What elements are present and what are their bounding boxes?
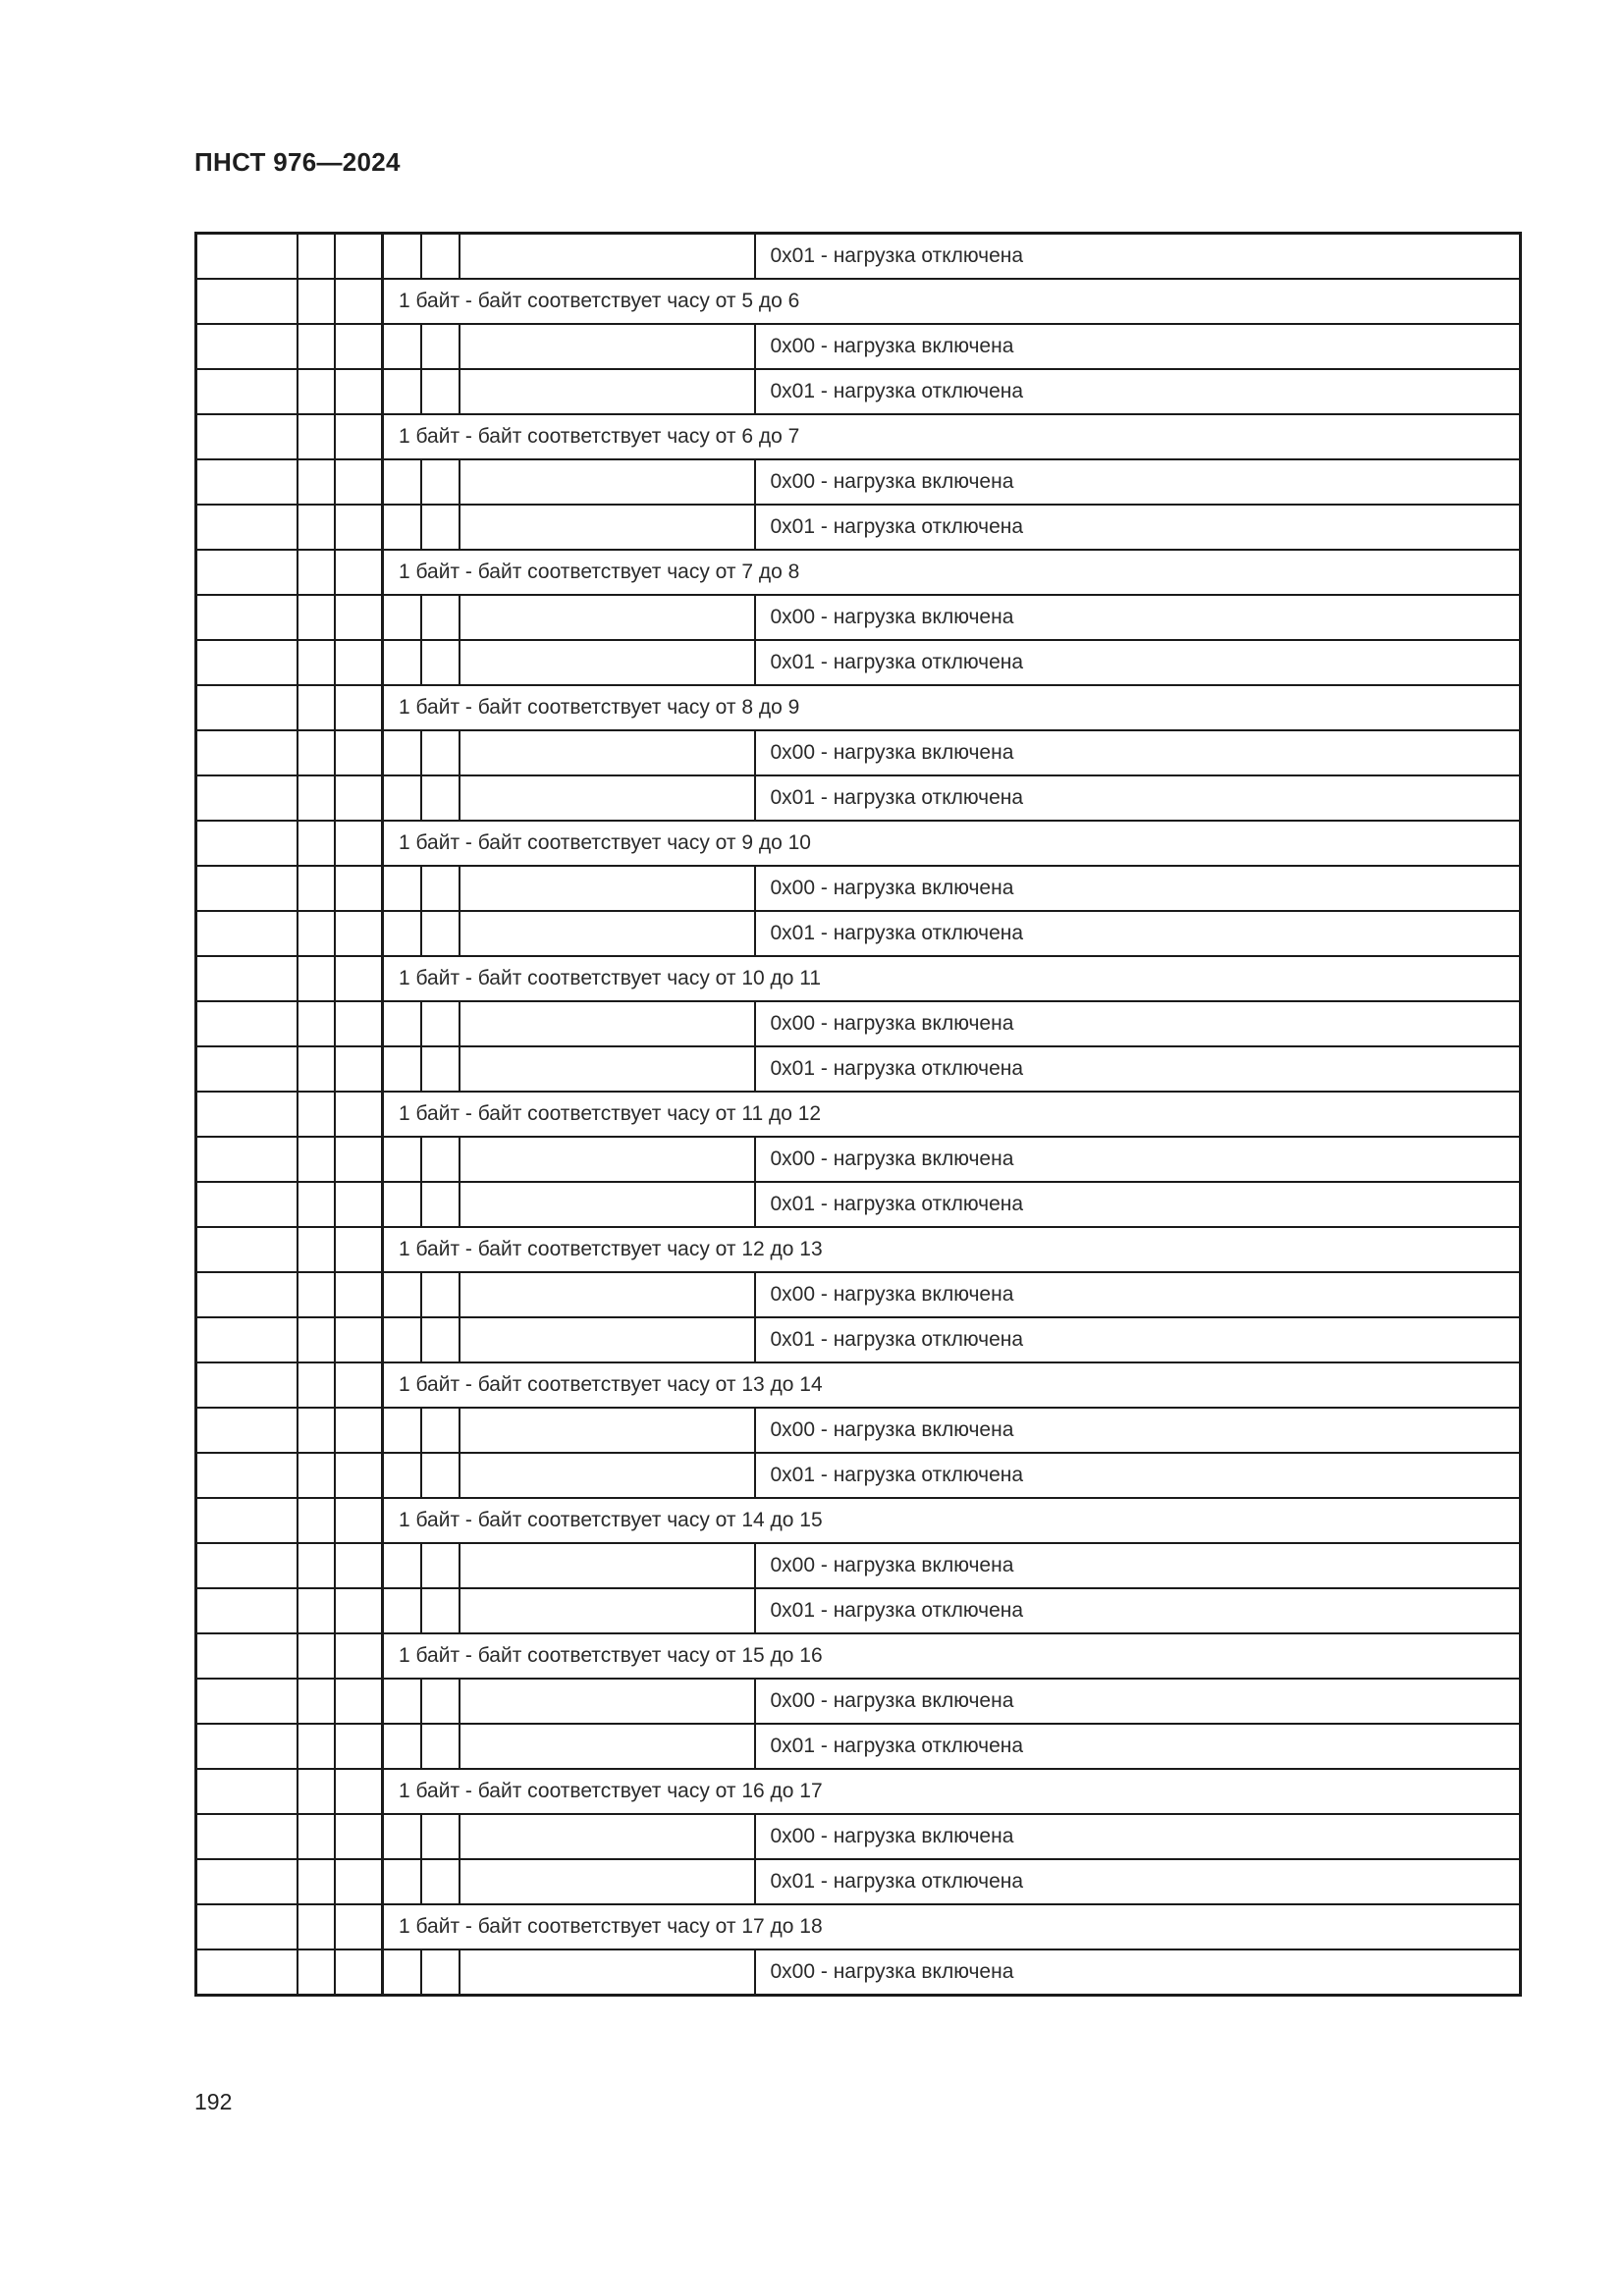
empty-cell bbox=[196, 1814, 298, 1859]
empty-cell bbox=[298, 640, 335, 685]
empty-cell bbox=[335, 911, 383, 956]
empty-cell bbox=[383, 1317, 421, 1362]
empty-cell bbox=[196, 234, 298, 280]
empty-cell bbox=[335, 1408, 383, 1453]
empty-cell bbox=[196, 730, 298, 775]
empty-cell bbox=[335, 1272, 383, 1317]
empty-cell bbox=[460, 1724, 755, 1769]
empty-cell bbox=[196, 459, 298, 505]
empty-cell bbox=[335, 1362, 383, 1408]
empty-cell bbox=[421, 595, 460, 640]
empty-cell bbox=[196, 1588, 298, 1633]
table-body bbox=[196, 234, 1521, 1996]
empty-cell bbox=[196, 550, 298, 595]
empty-cell bbox=[298, 459, 335, 505]
value-row bbox=[196, 1001, 1521, 1046]
value-row bbox=[196, 640, 1521, 685]
empty-cell bbox=[298, 1814, 335, 1859]
empty-cell bbox=[196, 1362, 298, 1408]
byte-row bbox=[196, 1498, 1521, 1543]
value-row bbox=[196, 1408, 1521, 1453]
empty-cell bbox=[421, 1182, 460, 1227]
empty-cell bbox=[196, 1092, 298, 1137]
value-row bbox=[196, 866, 1521, 911]
empty-cell bbox=[460, 1814, 755, 1859]
page-number: 192 bbox=[194, 2089, 233, 2114]
empty-cell bbox=[298, 1543, 335, 1588]
empty-cell bbox=[196, 369, 298, 414]
empty-cell bbox=[298, 1724, 335, 1769]
empty-cell bbox=[298, 550, 335, 595]
empty-cell bbox=[298, 1904, 335, 1949]
byte-row bbox=[196, 1362, 1521, 1408]
empty-cell bbox=[298, 821, 335, 866]
empty-cell bbox=[298, 1859, 335, 1904]
byte-row bbox=[196, 685, 1521, 730]
value-description-cell: 0x00 - нагрузка включена bbox=[755, 1543, 1521, 1588]
empty-cell bbox=[460, 1001, 755, 1046]
empty-cell bbox=[460, 1046, 755, 1092]
empty-cell bbox=[335, 730, 383, 775]
empty-cell bbox=[460, 1949, 755, 1996]
empty-cell bbox=[383, 595, 421, 640]
empty-cell bbox=[298, 414, 335, 459]
value-description-cell: 0x00 - нагрузка включена bbox=[755, 595, 1521, 640]
empty-cell bbox=[298, 775, 335, 821]
empty-cell bbox=[383, 1182, 421, 1227]
value-description-cell: 0x01 - нагрузка отключена bbox=[755, 640, 1521, 685]
empty-cell bbox=[335, 550, 383, 595]
empty-cell bbox=[460, 324, 755, 369]
empty-cell bbox=[421, 1272, 460, 1317]
value-row bbox=[196, 369, 1521, 414]
byte-row bbox=[196, 279, 1521, 324]
value-row bbox=[196, 1046, 1521, 1092]
empty-cell bbox=[421, 1859, 460, 1904]
empty-cell bbox=[335, 1317, 383, 1362]
empty-cell bbox=[335, 1543, 383, 1588]
empty-cell bbox=[383, 505, 421, 550]
empty-cell bbox=[421, 1317, 460, 1362]
value-row bbox=[196, 234, 1521, 280]
empty-cell bbox=[460, 640, 755, 685]
empty-cell bbox=[298, 1001, 335, 1046]
empty-cell bbox=[196, 1408, 298, 1453]
value-description-cell: 0x01 - нагрузка отключена bbox=[755, 1859, 1521, 1904]
empty-cell bbox=[196, 1046, 298, 1092]
empty-cell bbox=[196, 1724, 298, 1769]
byte-row bbox=[196, 1633, 1521, 1679]
empty-cell bbox=[196, 956, 298, 1001]
empty-cell bbox=[298, 1498, 335, 1543]
empty-cell bbox=[196, 1182, 298, 1227]
empty-cell bbox=[196, 1679, 298, 1724]
empty-cell bbox=[335, 1588, 383, 1633]
byte-description-cell: 1 байт - байт соответствует часу от 17 до 18 bbox=[383, 1904, 1521, 1949]
empty-cell bbox=[298, 1408, 335, 1453]
empty-cell bbox=[335, 1904, 383, 1949]
empty-cell bbox=[421, 911, 460, 956]
value-description-cell: 0x00 - нагрузка включена bbox=[755, 324, 1521, 369]
byte-description-cell: 1 байт - байт соответствует часу от 9 до 10 bbox=[383, 821, 1521, 866]
empty-cell bbox=[196, 821, 298, 866]
empty-cell bbox=[383, 730, 421, 775]
empty-cell bbox=[460, 866, 755, 911]
empty-cell bbox=[335, 821, 383, 866]
empty-cell bbox=[421, 1046, 460, 1092]
byte-description-cell: 1 байт - байт соответствует часу от 7 до 8 bbox=[383, 550, 1521, 595]
empty-cell bbox=[196, 1272, 298, 1317]
empty-cell bbox=[298, 730, 335, 775]
empty-cell bbox=[335, 1137, 383, 1182]
byte-description-cell: 1 байт - байт соответствует часу от 12 до 13 bbox=[383, 1227, 1521, 1272]
empty-cell bbox=[298, 1633, 335, 1679]
value-description-cell: 0x00 - нагрузка включена bbox=[755, 1679, 1521, 1724]
empty-cell bbox=[383, 1814, 421, 1859]
empty-cell bbox=[298, 324, 335, 369]
empty-cell bbox=[298, 1317, 335, 1362]
empty-cell bbox=[335, 685, 383, 730]
byte-row bbox=[196, 550, 1521, 595]
empty-cell bbox=[196, 1949, 298, 1996]
empty-cell bbox=[298, 279, 335, 324]
value-description-cell: 0x00 - нагрузка включена bbox=[755, 730, 1521, 775]
empty-cell bbox=[421, 1001, 460, 1046]
empty-cell bbox=[335, 640, 383, 685]
value-description-cell: 0x01 - нагрузка отключена bbox=[755, 1317, 1521, 1362]
empty-cell bbox=[196, 1769, 298, 1814]
empty-cell bbox=[460, 1453, 755, 1498]
empty-cell bbox=[335, 775, 383, 821]
byte-description-cell: 1 байт - байт соответствует часу от 6 до 7 bbox=[383, 414, 1521, 459]
value-row bbox=[196, 1543, 1521, 1588]
byte-description-cell: 1 байт - байт соответствует часу от 13 до 14 bbox=[383, 1362, 1521, 1408]
value-description-cell: 0x01 - нагрузка отключена bbox=[755, 775, 1521, 821]
value-description-cell: 0x01 - нагрузка отключена bbox=[755, 911, 1521, 956]
value-description-cell: 0x01 - нагрузка отключена bbox=[755, 234, 1521, 280]
empty-cell bbox=[335, 956, 383, 1001]
empty-cell bbox=[421, 505, 460, 550]
empty-cell bbox=[298, 1588, 335, 1633]
empty-cell bbox=[460, 1317, 755, 1362]
empty-cell bbox=[460, 1859, 755, 1904]
empty-cell bbox=[196, 1001, 298, 1046]
empty-cell bbox=[196, 640, 298, 685]
empty-cell bbox=[298, 1227, 335, 1272]
empty-cell bbox=[460, 505, 755, 550]
byte-description-cell: 1 байт - байт соответствует часу от 8 до 9 bbox=[383, 685, 1521, 730]
value-row bbox=[196, 1949, 1521, 1996]
value-row bbox=[196, 1859, 1521, 1904]
empty-cell bbox=[383, 1137, 421, 1182]
value-description-cell: 0x01 - нагрузка отключена bbox=[755, 505, 1521, 550]
value-row bbox=[196, 1724, 1521, 1769]
byte-description-cell: 1 байт - байт соответствует часу от 5 до 6 bbox=[383, 279, 1521, 324]
empty-cell bbox=[298, 505, 335, 550]
empty-cell bbox=[383, 1724, 421, 1769]
empty-cell bbox=[460, 1182, 755, 1227]
value-row bbox=[196, 1588, 1521, 1633]
value-row bbox=[196, 505, 1521, 550]
value-row bbox=[196, 1317, 1521, 1362]
empty-cell bbox=[196, 911, 298, 956]
empty-cell bbox=[421, 1724, 460, 1769]
value-row bbox=[196, 324, 1521, 369]
empty-cell bbox=[383, 775, 421, 821]
empty-cell bbox=[298, 1769, 335, 1814]
value-row bbox=[196, 1272, 1521, 1317]
empty-cell bbox=[460, 1588, 755, 1633]
empty-cell bbox=[196, 1498, 298, 1543]
value-row bbox=[196, 459, 1521, 505]
empty-cell bbox=[335, 279, 383, 324]
empty-cell bbox=[460, 911, 755, 956]
value-row bbox=[196, 775, 1521, 821]
value-description-cell: 0x01 - нагрузка отключена bbox=[755, 1588, 1521, 1633]
empty-cell bbox=[335, 1092, 383, 1137]
empty-cell bbox=[421, 1679, 460, 1724]
empty-cell bbox=[335, 234, 383, 280]
byte-description-cell: 1 байт - байт соответствует часу от 14 до 15 bbox=[383, 1498, 1521, 1543]
empty-cell bbox=[298, 1182, 335, 1227]
empty-cell bbox=[335, 1949, 383, 1996]
empty-cell bbox=[335, 1227, 383, 1272]
empty-cell bbox=[383, 1453, 421, 1498]
value-row bbox=[196, 595, 1521, 640]
empty-cell bbox=[298, 1453, 335, 1498]
empty-cell bbox=[421, 1588, 460, 1633]
byte-description-cell: 1 байт - байт соответствует часу от 16 до 17 bbox=[383, 1769, 1521, 1814]
empty-cell bbox=[298, 1092, 335, 1137]
empty-cell bbox=[383, 1588, 421, 1633]
value-description-cell: 0x00 - нагрузка включена bbox=[755, 1001, 1521, 1046]
empty-cell bbox=[298, 369, 335, 414]
empty-cell bbox=[196, 1859, 298, 1904]
empty-cell bbox=[196, 324, 298, 369]
empty-cell bbox=[421, 1408, 460, 1453]
empty-cell bbox=[335, 1814, 383, 1859]
empty-cell bbox=[335, 1182, 383, 1227]
empty-cell bbox=[335, 866, 383, 911]
empty-cell bbox=[460, 1137, 755, 1182]
empty-cell bbox=[298, 234, 335, 280]
empty-cell bbox=[383, 1679, 421, 1724]
value-row bbox=[196, 1137, 1521, 1182]
empty-cell bbox=[383, 1949, 421, 1996]
value-description-cell: 0x00 - нагрузка включена bbox=[755, 1272, 1521, 1317]
empty-cell bbox=[196, 595, 298, 640]
empty-cell bbox=[383, 866, 421, 911]
empty-cell bbox=[421, 1137, 460, 1182]
empty-cell bbox=[335, 324, 383, 369]
empty-cell bbox=[298, 1137, 335, 1182]
byte-row bbox=[196, 1904, 1521, 1949]
empty-cell bbox=[460, 595, 755, 640]
empty-cell bbox=[335, 1046, 383, 1092]
empty-cell bbox=[298, 1949, 335, 1996]
value-row bbox=[196, 730, 1521, 775]
empty-cell bbox=[383, 234, 421, 280]
empty-cell bbox=[335, 1001, 383, 1046]
empty-cell bbox=[196, 866, 298, 911]
empty-cell bbox=[421, 775, 460, 821]
empty-cell bbox=[421, 369, 460, 414]
empty-cell bbox=[298, 1272, 335, 1317]
empty-cell bbox=[421, 1949, 460, 1996]
empty-cell bbox=[421, 730, 460, 775]
value-description-cell: 0x01 - нагрузка отключена bbox=[755, 369, 1521, 414]
value-row bbox=[196, 1182, 1521, 1227]
empty-cell bbox=[383, 1859, 421, 1904]
empty-cell bbox=[383, 1046, 421, 1092]
byte-description-cell: 1 байт - байт соответствует часу от 11 до 12 bbox=[383, 1092, 1521, 1137]
empty-cell bbox=[298, 1679, 335, 1724]
empty-cell bbox=[460, 1679, 755, 1724]
byte-row bbox=[196, 1227, 1521, 1272]
empty-cell bbox=[335, 1724, 383, 1769]
empty-cell bbox=[196, 1633, 298, 1679]
value-description-cell: 0x00 - нагрузка включена bbox=[755, 866, 1521, 911]
empty-cell bbox=[298, 1046, 335, 1092]
empty-cell bbox=[196, 1317, 298, 1362]
empty-cell bbox=[421, 866, 460, 911]
value-description-cell: 0x00 - нагрузка включена bbox=[755, 1408, 1521, 1453]
empty-cell bbox=[421, 1453, 460, 1498]
value-description-cell: 0x00 - нагрузка включена bbox=[755, 459, 1521, 505]
empty-cell bbox=[383, 1272, 421, 1317]
empty-cell bbox=[421, 234, 460, 280]
byte-row bbox=[196, 821, 1521, 866]
empty-cell bbox=[335, 1679, 383, 1724]
empty-cell bbox=[460, 234, 755, 280]
empty-cell bbox=[335, 595, 383, 640]
empty-cell bbox=[383, 369, 421, 414]
empty-cell bbox=[383, 324, 421, 369]
byte-row bbox=[196, 1092, 1521, 1137]
empty-cell bbox=[196, 1543, 298, 1588]
empty-cell bbox=[196, 279, 298, 324]
empty-cell bbox=[421, 640, 460, 685]
byte-row bbox=[196, 414, 1521, 459]
empty-cell bbox=[335, 1633, 383, 1679]
empty-cell bbox=[460, 730, 755, 775]
empty-cell bbox=[335, 505, 383, 550]
empty-cell bbox=[460, 1543, 755, 1588]
empty-cell bbox=[196, 414, 298, 459]
empty-cell bbox=[383, 911, 421, 956]
byte-row bbox=[196, 1769, 1521, 1814]
empty-cell bbox=[298, 866, 335, 911]
value-description-cell: 0x00 - нагрузка включена bbox=[755, 1949, 1521, 1996]
empty-cell bbox=[196, 505, 298, 550]
empty-cell bbox=[421, 324, 460, 369]
value-row bbox=[196, 911, 1521, 956]
empty-cell bbox=[383, 1001, 421, 1046]
value-description-cell: 0x01 - нагрузка отключена bbox=[755, 1453, 1521, 1498]
data-table bbox=[194, 232, 1522, 1997]
empty-cell bbox=[460, 1272, 755, 1317]
value-description-cell: 0x01 - нагрузка отключена bbox=[755, 1046, 1521, 1092]
empty-cell bbox=[335, 1453, 383, 1498]
value-row bbox=[196, 1814, 1521, 1859]
document-code: ПНСТ 976—2024 bbox=[194, 147, 401, 177]
empty-cell bbox=[383, 1543, 421, 1588]
empty-cell bbox=[196, 1227, 298, 1272]
empty-cell bbox=[196, 775, 298, 821]
empty-cell bbox=[383, 459, 421, 505]
empty-cell bbox=[335, 1769, 383, 1814]
empty-cell bbox=[335, 1859, 383, 1904]
value-description-cell: 0x00 - нагрузка включена bbox=[755, 1814, 1521, 1859]
empty-cell bbox=[298, 956, 335, 1001]
empty-cell bbox=[196, 1137, 298, 1182]
empty-cell bbox=[335, 1498, 383, 1543]
empty-cell bbox=[460, 459, 755, 505]
empty-cell bbox=[196, 1453, 298, 1498]
value-description-cell: 0x01 - нагрузка отключена bbox=[755, 1724, 1521, 1769]
empty-cell bbox=[460, 775, 755, 821]
byte-description-cell: 1 байт - байт соответствует часу от 15 до 16 bbox=[383, 1633, 1521, 1679]
empty-cell bbox=[196, 1904, 298, 1949]
value-row bbox=[196, 1453, 1521, 1498]
empty-cell bbox=[421, 1814, 460, 1859]
empty-cell bbox=[298, 1362, 335, 1408]
value-row bbox=[196, 1679, 1521, 1724]
byte-description-cell: 1 байт - байт соответствует часу от 10 до 11 bbox=[383, 956, 1521, 1001]
empty-cell bbox=[335, 459, 383, 505]
empty-cell bbox=[298, 911, 335, 956]
empty-cell bbox=[298, 595, 335, 640]
empty-cell bbox=[383, 640, 421, 685]
byte-row bbox=[196, 956, 1521, 1001]
empty-cell bbox=[298, 685, 335, 730]
empty-cell bbox=[383, 1408, 421, 1453]
empty-cell bbox=[335, 369, 383, 414]
empty-cell bbox=[335, 414, 383, 459]
empty-cell bbox=[421, 459, 460, 505]
value-description-cell: 0x00 - нагрузка включена bbox=[755, 1137, 1521, 1182]
empty-cell bbox=[196, 685, 298, 730]
empty-cell bbox=[460, 369, 755, 414]
empty-cell bbox=[421, 1543, 460, 1588]
empty-cell bbox=[460, 1408, 755, 1453]
value-description-cell: 0x01 - нагрузка отключена bbox=[755, 1182, 1521, 1227]
